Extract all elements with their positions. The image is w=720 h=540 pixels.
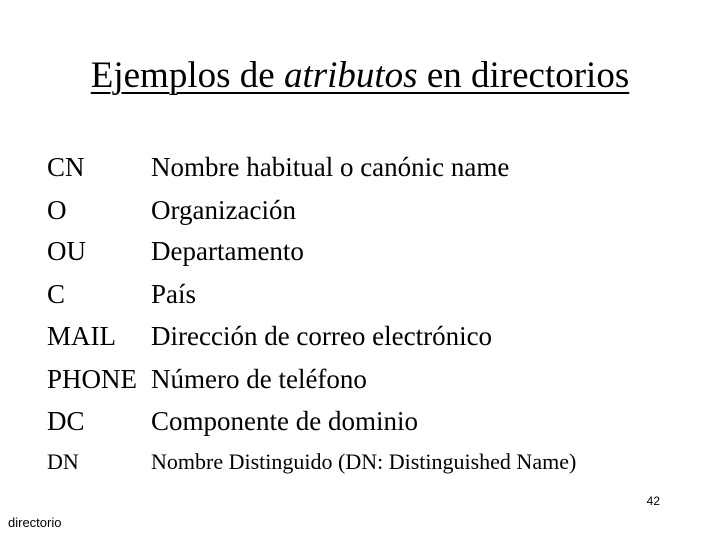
attribute-row-dn (47, 445, 576, 479)
attribute-code: OU (47, 236, 86, 266)
title-suffix: en directorios (417, 55, 630, 96)
attribute-description: Nombre Distinguido (DN: Distinguished Name) (151, 449, 577, 474)
attribute-code: CN (47, 152, 85, 182)
page-number: 42 (646, 494, 660, 508)
attribute-description: Componente de dominio (151, 406, 418, 436)
attribute-row-o (47, 193, 296, 227)
title-emphasis: atributos (283, 55, 418, 96)
attribute-code: DN (47, 449, 79, 474)
attribute-description: País (151, 279, 197, 309)
attribute-description: Nombre habitual o canónic name (151, 152, 510, 182)
attribute-row-dc (47, 404, 418, 438)
attribute-row-mail (47, 319, 492, 353)
attribute-code: DC (47, 406, 85, 436)
attribute-description: Organización (151, 195, 296, 225)
attribute-code: O (47, 195, 67, 225)
attribute-code: MAIL (47, 321, 116, 351)
attribute-code: PHONE (47, 364, 138, 394)
attribute-description: Número de teléfono (151, 364, 367, 394)
attribute-row-c (47, 277, 196, 311)
attribute-description: Dirección de correo electrónico (151, 321, 493, 351)
title-prefix: Ejemplos de (90, 55, 284, 96)
attribute-code: C (47, 279, 66, 309)
slide-title (0, 50, 720, 102)
footer-label: directorio (8, 515, 62, 530)
attribute-row-cn (47, 150, 509, 184)
attribute-row-ou (47, 234, 304, 268)
attribute-description: Departamento (151, 236, 304, 266)
attribute-row-phone (47, 362, 367, 396)
